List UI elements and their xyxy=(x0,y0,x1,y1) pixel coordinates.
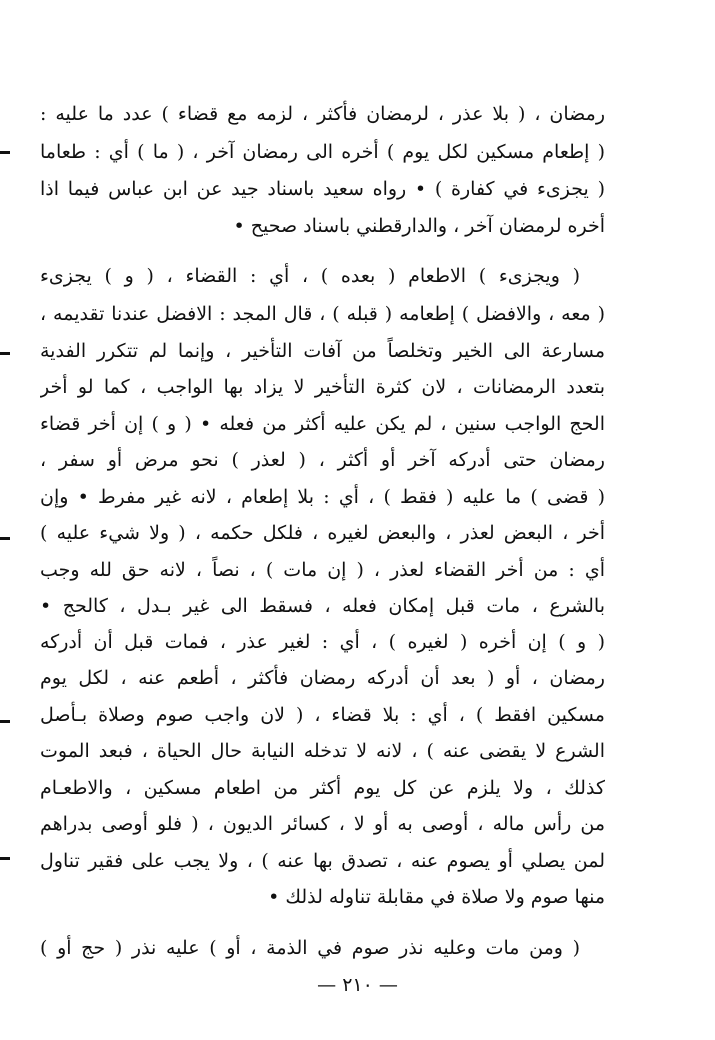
text-line: الحج الواجب سنين ، لم يكن عليه أكثر من فعله • ( و ) إن أخر قضاء xyxy=(40,413,605,435)
text-line: ( و ) إن أخره ( لغيره ) ، أي : لغير عذر ، فمات قبل أن أدركه xyxy=(40,631,605,653)
text-line: ( إطعام مسكين لكل يوم ) أخره الى رمضان آخر ، ( ما ) أي : طعاما xyxy=(40,141,605,163)
text-line: ( معه ، والافضل ) إطعامه ( قبله ) ، قال المجد : الافضل عندنا تقديمه ، xyxy=(40,303,605,325)
text-line: منها صوم ولا صلاة في مقابلة تناوله لذلك • xyxy=(268,886,605,908)
text-column xyxy=(40,0,605,1040)
margin-mark xyxy=(0,151,10,154)
margin-mark xyxy=(0,857,10,860)
margin-mark xyxy=(0,720,10,723)
text-line: بالشرع ، مات قبل إمكان فعله ، فسقط الى غير بـدل ، كالحج • xyxy=(40,595,605,617)
text-line: مسارعة الى الخير وتخلصاً من آفات التأخير ، وإنما لم تتكرر الفدية xyxy=(40,340,605,362)
margin-mark xyxy=(0,537,10,540)
text-line: كذلك ، ولا يلزم عن كل يوم أكثر من اطعام مسكين ، والاطعـام xyxy=(40,777,605,799)
text-line: رمضان حتى أدركه آخر أو أكثر ، ( لعذر ) نحو مرض أو سفر ، xyxy=(40,449,605,471)
text-line: لمن يصلي أو يصوم عنه ، تصدق بها عنه ) ، ولا يجب على فقير تناول xyxy=(40,850,605,872)
text-line: الشرع لا يقضى عنه ) ، لانه لا تدخله النيابة حال الحياة ، فبعد الموت xyxy=(40,740,605,762)
margin-mark xyxy=(0,352,10,355)
text-line: ( يجزىء في كفارة ) • رواه سعيد باسناد جيد عن ابن عباس فيما اذا xyxy=(40,178,605,200)
text-line: مسكين افقط ) ، أي : بلا قضاء ، ( لان واجب صوم وصلاة بـأصل xyxy=(40,704,605,726)
text-line: ( ومن مات وعليه نذر صوم في الذمة ، أو ) عليه نذر ( حج أو ) xyxy=(40,937,580,959)
text-line: أخره لرمضان آخر ، والدارقطني باسناد صحيح • xyxy=(233,215,605,237)
text-line: من رأس ماله ، أوصى به أو لا ، كسائر الديون ، ( فلو أوصى بدراهم xyxy=(40,813,605,835)
text-line: أخر ، البعض لعذر ، والبعض لغيره ، فلكل حكمه ، ( ولا شيء عليه ) xyxy=(40,522,605,544)
text-line: رمضان ، ( بلا عذر ، لرمضان فأكثر ، لزمه مع قضاء ) عدد ما عليه : xyxy=(40,103,605,125)
text-line: بتعدد الرمضانات ، لان كثرة التأخير لا يزاد بها الواجب ، كما لو أخر xyxy=(40,376,605,398)
page-number: — ٢١٠ — xyxy=(317,974,398,996)
text-line: ( قضى ) ما عليه ( فقط ) ، أي : بلا إطعام ، لانه غير مفرط • وإن xyxy=(40,486,605,508)
text-line: أي : من أخر القضاء لعذر ، ( إن مات ) ، نصاً ، لانه حق لله وجب xyxy=(40,559,605,581)
text-line: ( ويجزىء ) الاطعام ( بعده ) ، أي : القضاء ، ( و ) يجزىء xyxy=(40,265,580,287)
text-line: رمضان ، أو ( بعد أن أدركه رمضان فأكثر ، أطعم عنه ، لكل يوم xyxy=(40,667,605,689)
